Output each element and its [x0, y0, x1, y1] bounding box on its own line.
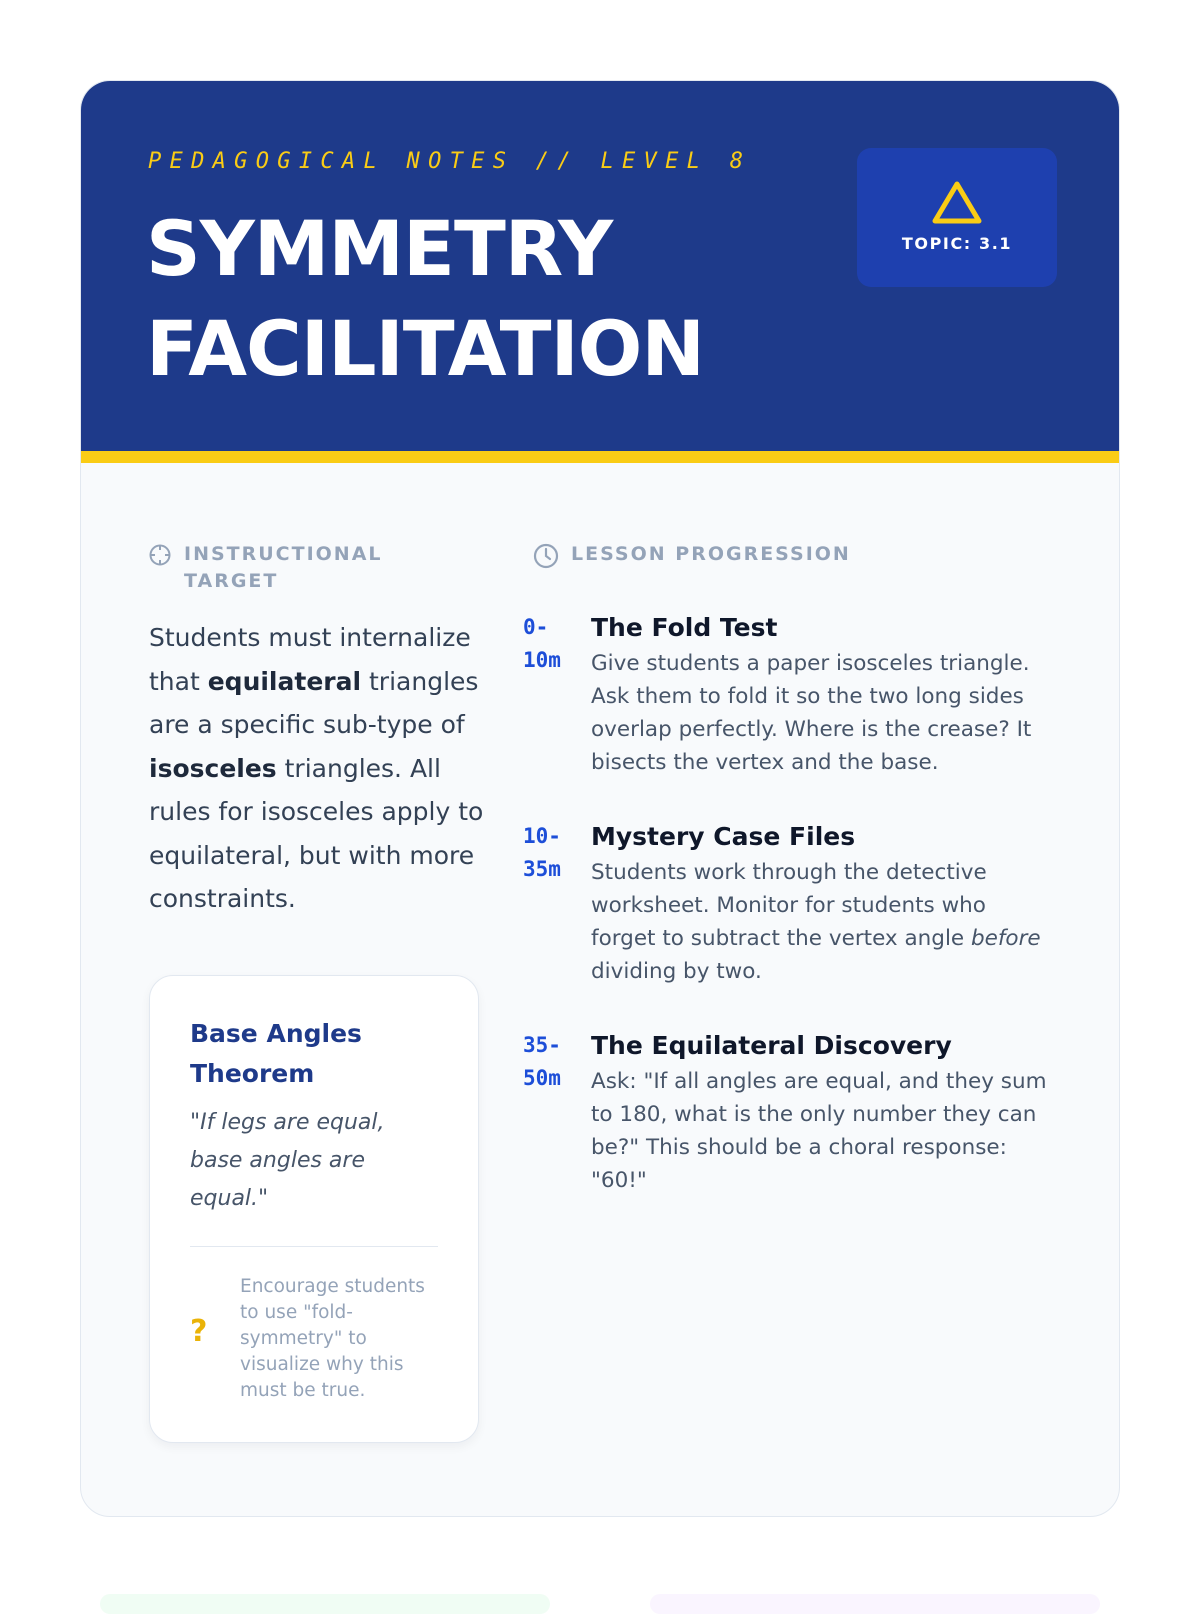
step-title: The Equilateral Discovery	[591, 1031, 952, 1060]
step-title: Mystery Case Files	[591, 822, 856, 851]
next-card-peek-right	[650, 1594, 1100, 1614]
title-line-2: FACILITATION	[146, 304, 704, 393]
instructional-target-heading	[148, 541, 428, 595]
lesson-notes-card	[80, 80, 1120, 1517]
desc-part: dividing by two.	[591, 959, 762, 984]
crosshair-icon	[148, 543, 172, 567]
header-kicker: PEDAGOGICAL NOTES // LEVEL 8	[148, 149, 752, 174]
instructional-target-text	[149, 616, 489, 921]
time-start: 35-	[523, 1033, 561, 1057]
heading-line-2: TARGET	[184, 570, 279, 592]
topic-label: TOPIC: 3.1	[901, 234, 1013, 253]
time-start: 0-	[523, 615, 549, 639]
topic-badge	[857, 148, 1057, 287]
target-text-part: triangles. All rules for isosceles apply to equilateral, but with more constraints.	[149, 753, 484, 913]
card-header	[81, 81, 1119, 463]
desc-part: Students work through the detective worksheet. Monitor for students who forget to subtract the vertex angle	[591, 860, 987, 951]
step-description	[591, 856, 1051, 988]
lesson-progression-label: LESSON PROGRESSION	[571, 543, 851, 565]
title-line-1: SYMMETRY	[146, 204, 613, 293]
time-end: 50m	[523, 1066, 561, 1090]
step-time	[523, 1029, 579, 1095]
theorem-divider	[190, 1246, 438, 1247]
step-description: Ask: "If all angles are equal, and they sum to 180, what is the only number they can be?" This should be a choral response: "60!"	[591, 1069, 1047, 1193]
lesson-progression-heading	[533, 541, 851, 569]
instructional-target-label	[184, 541, 383, 595]
time-end: 10m	[523, 648, 561, 672]
question-mark-icon: ?	[190, 1314, 208, 1349]
target-bold-equilateral: equilateral	[207, 666, 362, 696]
clock-icon	[533, 543, 559, 569]
target-bold-isosceles: isosceles	[149, 753, 277, 783]
triangle-icon	[931, 180, 983, 226]
heading-line-1: INSTRUCTIONAL	[184, 543, 383, 565]
step-title: The Fold Test	[591, 613, 778, 642]
time-start: 10-	[523, 824, 561, 848]
step-time	[523, 820, 579, 886]
theorem-quote: "If legs are equal, base angles are equal."	[190, 1110, 385, 1211]
desc-emphasis: before	[970, 926, 1041, 951]
target-text-part: Students must internalize that	[149, 623, 471, 696]
time-end: 35m	[523, 857, 561, 881]
next-card-peek-left	[100, 1594, 550, 1614]
target-text-part: triangles are a specific sub-type of	[149, 666, 479, 739]
page-title	[146, 199, 704, 399]
step-time	[523, 611, 579, 677]
theorem-tip: Encourage students to use "fold-symmetry" to visualize why this must be true.	[240, 1276, 425, 1401]
theorem-card	[149, 975, 479, 1443]
theorem-title: Base Angles Theorem	[190, 1019, 362, 1088]
step-description: Give students a paper isosceles triangle. Ask them to fold it so the two long sides overlap perfectly. Where is the crease? It bisects the vertex and the base.	[591, 651, 1032, 775]
